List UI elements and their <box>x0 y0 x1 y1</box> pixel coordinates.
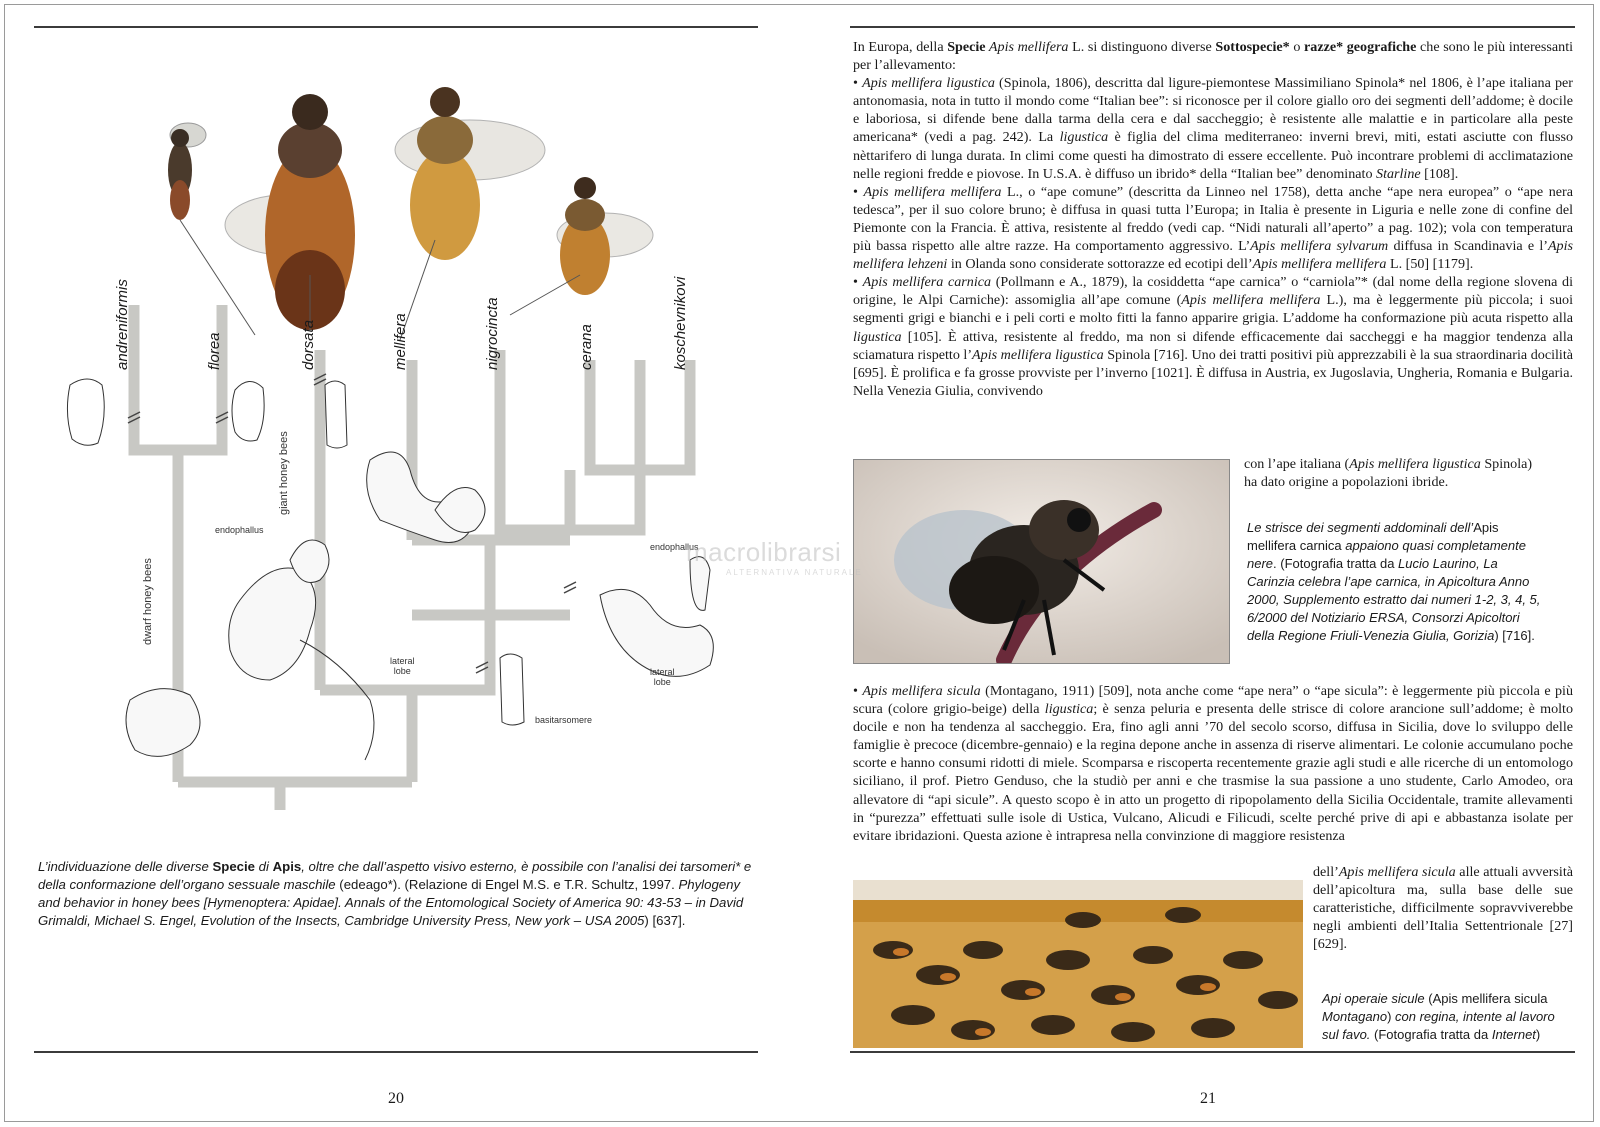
caption-bold-specie: Specie <box>212 859 256 874</box>
watermark-logo <box>686 537 863 577</box>
left-top-rule <box>34 26 758 28</box>
page-number-right: 21 <box>1200 1090 1216 1107</box>
taxon-florea: florea <box>206 332 223 370</box>
label-lobe-right-line2: lobe <box>653 677 671 687</box>
label-lateral-lobe-mid <box>390 656 415 676</box>
intro-and-species-text <box>853 38 1573 400</box>
right-top-rule <box>850 26 1575 28</box>
carnica-paragraph: • Apis mellifera carnica (Pollmann e A., 1879), la cosiddetta “ape carnica” o “carniola”* (dal nome della regione slovena di origine, le Alpi Carniche): assomiglia all’ape comune (Apis mellifera mellifera L.), ma è leggermente più piccola; i suoi segmenti grigi e bianchi e i peli corti e molto fitti la fanno apparire grigia. L’addome ha conformazione più acuta rispetto alla ligustica [105]. È attiva, resistente al freddo, ma non si difende efficacemente dai saccheggi e ha maggior tendenza alla sciamatura rispetto l’Apis mellifera ligustica Spinola [716]. Uno dei tratti positivi più apprezzabili è la sua straordinaria docilità [695]. È prolifica e fa grosse provviste per l’inverno [1021]. È diffusa in Austria, ex Jugoslavia, Ungheria, Romania e Bulgaria. Nella Venezia Giulia, convivendo <box>853 274 1574 399</box>
clade-label-dwarf: dwarf honey bees <box>142 558 154 645</box>
taxon-koschevnikovi: koschevnikovi <box>672 276 689 370</box>
caption-text: , oltre che dall’aspetto visivo esterno, è possibile con l’analisi dei tarsomeri* e della conformazione dell’organo sessuale maschile <box>38 859 752 892</box>
taxon-andreniformis: andreniformis <box>114 279 131 370</box>
photo-carnica-bee <box>853 459 1230 664</box>
ligustica-paragraph: • Apis mellifera ligustica (Spinola, 1806), descritta dal ligure-piemontese Massimiliano Spinola* nel 1806, è l’ape italiana per antonomasia, nota in tutto il mondo come “Italian bee”: si riconosce per il colore giallo oro dei segmenti dell’addome; è docile e laboriosa, si difende bene dalla tarma della cera e dal saccheggio; è resistente alle malattie e in particolare alla peste americana* (vedi a pag. 242). La ligustica è figlia del clima mediterraneo: inverni brevi, miti, estati asciutte con flusso nèttarifero di lunga durata. In climi come questi ha dimostrato di essere eccellente. Può incontrare problemi di acclimatazione nelle regioni fredde e piovose. In U.S.A. è diffuso un ibrido* della “Italian bee” denominato Starline [108]. <box>853 75 1573 182</box>
bee-mellifera-image <box>557 177 653 295</box>
sicula-paragraph: • Apis mellifera sicula (Montagano, 1911) [509], nota anche come “ape nera” o “ape sicula”: è leggermente più piccola e più scura (colore grigio-beige) della ligustica; è senza peluria e presenta delle strisce di colore arancione sull’addome; è molto docile e non ha tendenza al saccheggio. Era, fino agli anni ’70 del secolo scorso, diffusa in Sicilia, dove lo sviluppo delle famiglie è precoce (dicembre-gennaio) e la regina depone anche in assenza di riserve alimentari. Le colonie accumulano poche scorte e hanno consumi ridotti di miele. Scomparsa e riscoperta recentemente grazie agli studi e alle ricerche di un entomologo siciliano, il prof. Pietro Genduso, che la studiò per anni e che trasmise la sua passione a uno studente, Carlo Amodeo, ora allevatore di “api sicule”. A questo scopo è in atto un progetto di ripopolamento della Sicilia Occidentale, tramite allevamenti in “purezza” effettuati sulle isole di Ustica, Vulcano, Alicudi e Filicudi, scelte perché prive di api e abbastanza isolate per evitare ibridazioni. Questa azione è intrapresa nella convinzione di maggiore resistenza <box>853 683 1574 844</box>
taxon-dorsata: dorsata <box>300 319 317 370</box>
label-lateral-right-line1: lateral <box>650 667 675 677</box>
figure-caption-left <box>38 858 752 930</box>
label-lobe-mid-line2: lobe <box>393 666 411 676</box>
bee-florea-image <box>225 94 355 330</box>
caption-text: L’individuazione delle diverse <box>38 859 213 874</box>
label-lateral-mid-line1: lateral <box>390 656 415 666</box>
carnica-wrap-text: con l’ape italiana (Apis mellifera ligustica Spinola) ha dato origine a popolazioni ibride. <box>1244 456 1533 491</box>
phylogeny-tree <box>40 40 760 840</box>
clade-label-giant: giant honey bees <box>278 431 290 515</box>
bee-andreniformis-image <box>168 123 206 220</box>
label-endophallus-right: endophallus <box>650 542 699 552</box>
watermark-text: macrolibrarsi <box>686 537 842 567</box>
caption-reference-end: ) [637]. <box>644 913 686 928</box>
caption-reference-title: Phylogeny and behavior in honey bees [Hymenoptera: Apidae]. Annals of the Entomological Society of America 90: 43-53 – in David Grimaldi, Michael S. Engel, Evolution of the Insects, Cambridge University Press, New york – USA 2005 <box>38 877 744 928</box>
synapomorphy-marks <box>128 374 576 673</box>
caption-text: di <box>255 859 273 874</box>
taxon-mellifera: mellifera <box>392 313 409 370</box>
sicula-wrap-text: dell’Apis mellifera sicula alle attuali avversità dell’apicoltura ma, sulla base delle sue caratteristiche, difficilmente sopravviverebbe negli ambienti dell’Italia Settentrionale [27] [629]. <box>1313 864 1573 953</box>
photo-caption-sicula: Api operaie sicule (Apis mellifera sicula Montagano) con regina, intente al lavoro sul favo. (Fotografia tratta da Internet) <box>1322 991 1555 1042</box>
caption-reference: (edeago*). (Relazione di Engel M.S. e T.R. Schultz, 1997. <box>339 877 679 892</box>
label-basitarsomere: basitarsomere <box>535 715 593 725</box>
taxon-cerana: cerana <box>578 324 595 370</box>
photo-caption-carnica: Le strisce dei segmenti addominali dell’Apis mellifera carnica appaiono quasi completamente nere. (Fotografia tratta da Lucio Laurino, La Carinzia celebra l’ape carnica, in Apicoltura Anno 2000, Supplemento estratto dai numeri 1-2, 3, 4, 5, 6/2000 del Notiziario ERSA, Consorzi Apicoltori della Regione Friuli-Venezia Giulia, Gorizia) [716]. <box>1247 520 1541 643</box>
mellifera-paragraph: • Apis mellifera mellifera L., o “ape comune” (descritta da Linneo nel 1758), detta anche “ape nera europea” o “ape nera tedesca”, per il suo colore bruno; è diffusa in quasi tutta l’Europa; in Italia è presente in Liguria e nelle zone di confine del Piemonte con la Francia. È attiva, resistente al freddo (vedi cap. “Nidi naturali all’aperto” a pag. 102); vola con temperatura più bassa rispetto alle altre razze. Ha comportamento aggressivo. L’Apis mellifera sylvarum diffusa in Scandinavia e l’Apis mellifera lehzeni in Olanda sono considerate sottorazze ed ecotipi dell’Apis mellifera mellifera L. [50] [1179]. <box>853 183 1573 273</box>
right-bottom-rule <box>850 1051 1575 1053</box>
endophallus-drawings <box>126 452 713 760</box>
label-lateral-lobe-right <box>650 667 675 687</box>
tree-branches <box>134 305 690 810</box>
intro-paragraph: In Europa, della Specie Apis mellifera L. si distinguono diverse Sottospecie* o razze* geografiche che sono le più interessanti per l’allevamento: <box>853 39 1574 74</box>
watermark-tagline: ALTERNATIVA NATURALE <box>726 568 863 577</box>
photo-sicula-bees <box>853 880 1303 1048</box>
bee-dorsata-image <box>395 87 545 260</box>
phylogeny-figure <box>40 40 760 840</box>
page-number-left: 20 <box>388 1090 404 1107</box>
label-endophallus-left: endophallus <box>215 525 264 535</box>
caption-bold-apis: Apis <box>272 859 302 874</box>
taxon-nigrocincta: nigrocincta <box>484 297 501 370</box>
left-bottom-rule <box>34 1051 758 1053</box>
